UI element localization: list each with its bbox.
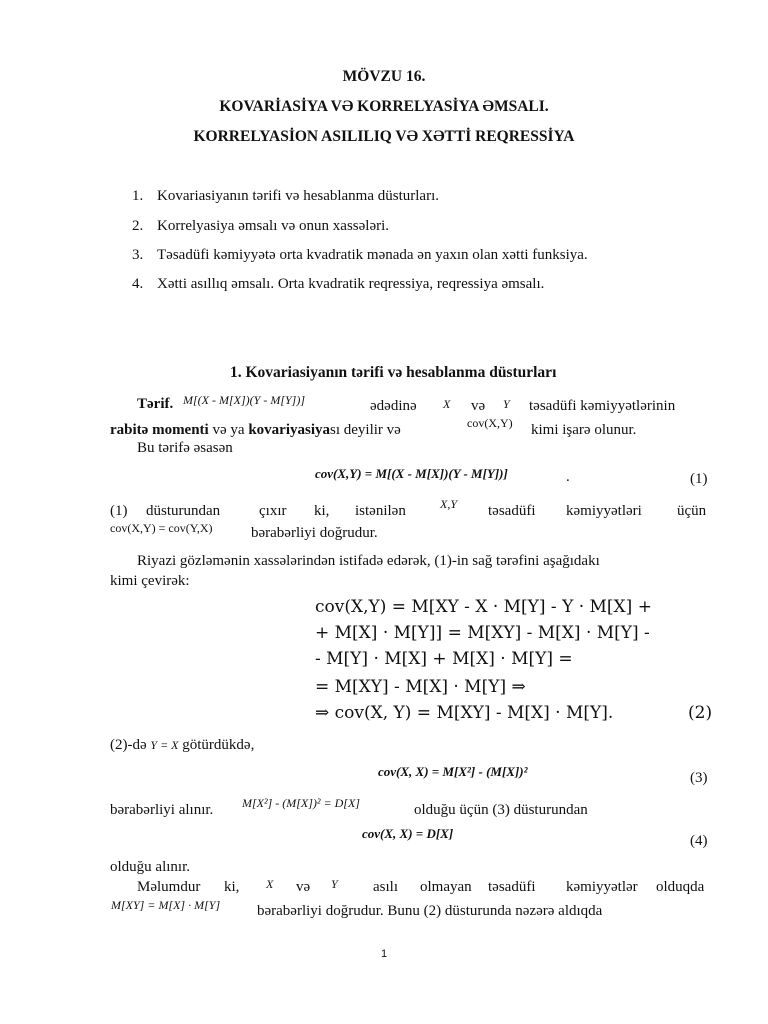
para1-word: çıxır <box>259 503 287 519</box>
para4-text-1: bərabərliyi alınır. <box>110 802 214 818</box>
page-number: 1 <box>380 948 388 960</box>
para1-rest: bərabərliyi doğrudur. <box>251 525 378 541</box>
toc-item-text: Xətti asıllıq əmsalı. Orta kvadratik reqressiya, reqressiya əmsalı. <box>157 276 545 292</box>
equation-2-number: (2) <box>688 703 713 723</box>
equation-3-number: (3) <box>690 770 708 786</box>
var-x: X <box>266 877 274 891</box>
definition-line-3: Bu tərifə əsasən <box>137 440 233 456</box>
para5-word: təsadüfi <box>488 879 536 895</box>
cov-notation: cov(X,Y) <box>467 416 513 430</box>
page-subtitle-1: KOVARİASİYA VƏ KORRELYASİYA ƏMSALI. <box>219 98 549 115</box>
para1-word: kəmiyyətləri <box>566 503 642 519</box>
definition-formula: M[(X - M[X])(Y - M[Y])] <box>183 393 305 407</box>
para4-text-2: olduğu üçün (3) düsturundan <box>414 802 588 818</box>
toc-item-number: 4. <box>132 276 144 292</box>
para5-word: olduqda <box>656 879 705 895</box>
section-heading: 1. Kovariasiyanın tərifi və hesablanma düsturları <box>230 364 557 381</box>
para5-word: kəmiyyətlər <box>566 879 638 895</box>
var-y: Y <box>503 397 510 411</box>
equation-2-line-4: = M[XY] - M[X] · M[Y] ⇒ <box>315 677 526 697</box>
toc-item <box>0 188 768 208</box>
symmetry-formula: cov(X,Y) = cov(Y,X) <box>110 521 213 535</box>
definition-text-4: sı deyilir və <box>330 422 401 438</box>
definition-label: Tərif. <box>137 396 174 412</box>
term-bold-2: kovariyasiya <box>248 422 330 438</box>
var-x: X <box>443 397 451 411</box>
para1-word: (1) <box>110 503 128 519</box>
equation-2-line-3: - M[Y] · M[X] + M[X] · M[Y] = <box>315 649 573 669</box>
para5-line-1: olduğu alınır. <box>110 859 190 875</box>
para4-formula: M[X²] - (M[X])² = D[X] <box>242 796 360 810</box>
var-xy: X,Y <box>440 497 458 511</box>
para5-word: olmayan <box>420 879 472 895</box>
definition-and: və <box>471 398 486 414</box>
toc-item-text: Təsadüfi kəmiyyətə orta kvadratik mənada ən yaxın olan xətti funksiya. <box>157 247 588 263</box>
equation-2-line-5: ⇒ cov(X, Y) = M[XY] - M[X] · M[Y]. <box>315 703 614 723</box>
para5-word: Məlumdur <box>137 879 201 895</box>
para2-line-2: kimi çevirək: <box>110 573 190 589</box>
para1-word: təsadüfi <box>488 503 536 519</box>
para3-text-2: götürdükdə, <box>178 737 255 753</box>
para5-word: asılı <box>373 879 398 895</box>
para1-word: ki, <box>314 503 330 519</box>
var-y: Y <box>331 877 338 891</box>
independence-formula: M[XY] = M[X] · M[Y] <box>111 898 221 912</box>
equation-4-number: (4) <box>690 833 708 849</box>
para3 <box>110 737 254 754</box>
para2-line-1: Riyazi gözləmənin xassələrindən istifadə edərək, (1)-in sağ tərəfini aşağıdakı <box>137 553 600 569</box>
definition-term <box>137 396 173 413</box>
equation-1-number: (1) <box>690 471 708 487</box>
definition-line-2 <box>110 422 401 439</box>
toc-item-text: Korrelyasiya əmsalı və onun xassələri. <box>157 218 390 234</box>
equation-1: cov(X,Y) = M[(X - M[X])(Y - M[Y])] <box>315 466 508 481</box>
toc-item-number: 1. <box>132 188 144 204</box>
toc-item-number: 2. <box>132 218 144 234</box>
para1-word: düsturundan <box>146 503 221 519</box>
toc-item-text: Kovariasiyanın tərifi və hesablanma düsturları. <box>157 188 439 204</box>
definition-text-5: kimi işarə olunur. <box>531 422 637 438</box>
para5-rest: bərabərliyi doğrudur. Bunu (2) düsturunda nəzərə aldıqda <box>257 903 603 919</box>
toc-item <box>0 247 768 267</box>
para1-word: istənilən <box>355 503 406 519</box>
definition-text-3: və ya <box>208 422 249 438</box>
page-title: MÖVZU 16. <box>342 68 426 85</box>
page-subtitle-2: KORRELYASİON ASILILIQ VƏ XƏTTİ REQRESSİYA <box>193 128 575 145</box>
toc-item <box>0 276 768 296</box>
toc-item-number: 3. <box>132 247 144 263</box>
equation-4: cov(X, X) = D[X] <box>362 826 454 841</box>
definition-text-2: təsadüfi kəmiyyətlərinin <box>529 398 676 414</box>
para3-text-1: (2)-də <box>110 737 151 753</box>
equation-2-line-1: cov(X,Y) = M[XY - X · M[Y] - Y · M[X] + <box>315 597 652 617</box>
para1-word: üçün <box>677 503 707 519</box>
para5-word: ki, <box>224 879 240 895</box>
toc-item <box>0 218 768 238</box>
equation-1-dot: . <box>566 469 570 485</box>
equation-2-line-2: + M[X] · M[Y]] = M[XY] - M[X] · M[Y] - <box>315 623 650 643</box>
para5-word: və <box>296 879 311 895</box>
para3-formula: Y = X <box>150 738 179 752</box>
definition-text-1: ədədinə <box>370 398 417 414</box>
term-bold-1: rabitə momenti <box>110 422 209 438</box>
equation-3: cov(X, X) = M[X²] - (M[X])² <box>378 764 528 779</box>
